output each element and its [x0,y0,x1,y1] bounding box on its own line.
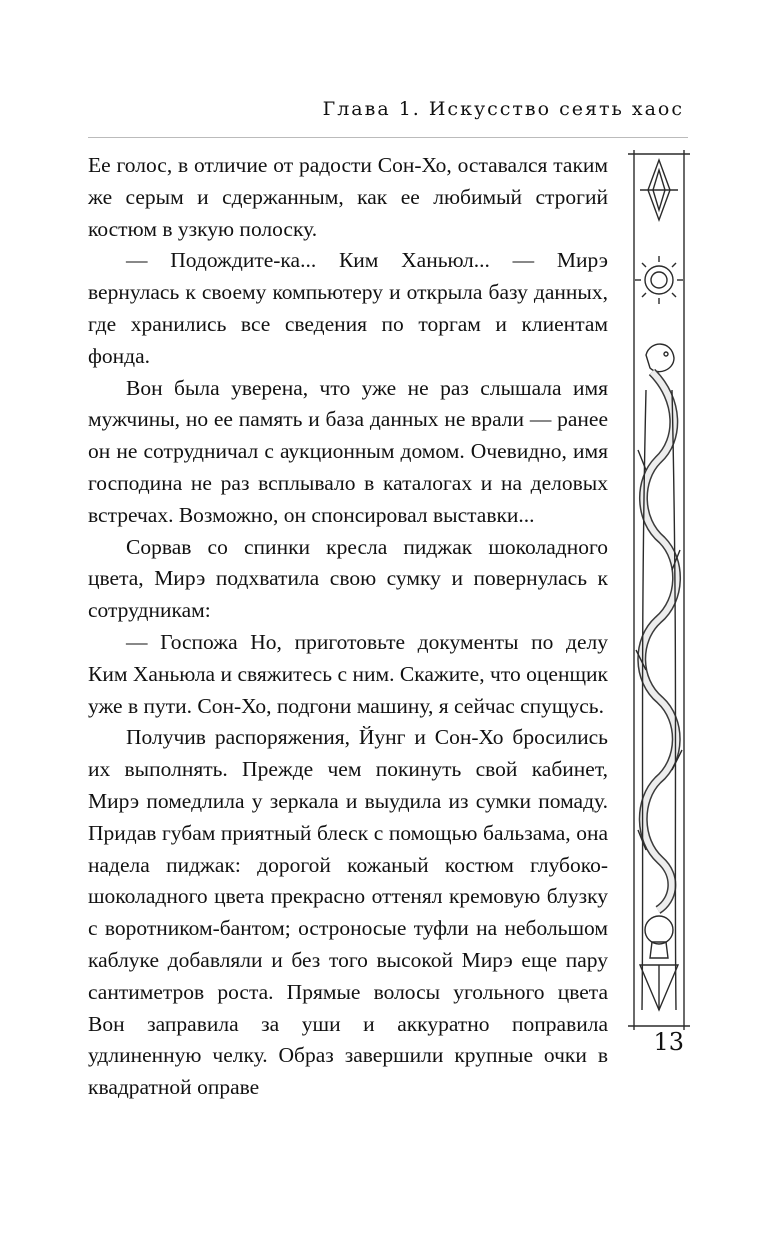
paragraph: Получив распоряжения, Йунг и Сон-Хо бросились их выполнять. Прежде чем покинуть свой кабинет, Мирэ помедлила у зеркала и выудила из сумки помаду. Придав губам приятный блеск с помощью бальзама, она надела пиджак: дорогой кожаный костюм глубоко-шоколадного цвета прекрасно оттенял кремовую блузку с воротником-бантом; остроносые туфли на небольшом каблуке добавляли и без того высокой Мирэ еще пару сантиметров роста. Прямые волосы угольного цвета Вон заправила за уши и аккуратно поправила удлиненную челку. Образ завершили крупные очки в квадратной оправе [88,725,608,1100]
running-head-title: Глава 1. Искусство сеять хаос [322,98,684,120]
paragraph: — Госпожа Но, приготовьте документы по делу Ким Ханьюла и свяжитесь с ним. Скажите, что оценщик уже в пути. Сон-Хо, подгони машину, я сейчас спущусь. [88,629,608,718]
body-text [88,150,608,1104]
paragraph: Сорвав со спинки кресла пиджак шоколадного цвета, Мирэ подхватила свою сумку и повернулась к сотрудникам: [88,534,608,623]
paragraph: Вон была уверена, что уже не раз слышала имя мужчины, но ее память и база данных не врали — ранее он не сотрудничал с аукционным домом. Очевидно, имя господина не раз всплывало в каталогах и на деловых встречах. Возможно, он спонсировал выставки... [88,375,608,527]
page-number: 13 [653,1028,684,1056]
serpent-ornament-border-icon [628,150,690,1030]
paragraph: — Подождите-ка... Ким Ханьюл... — Мирэ вернулась к своему компьютеру и открыла базу данных, где хранились все сведения по торгам и клиентам фонда. [88,248,608,368]
paragraph: Ее голос, в отличие от радости Сон-Хо, оставался таким же серым и сдержанным, как ее любимый строгий костюм в узкую полоску. [88,153,608,241]
header-rule [88,137,688,138]
